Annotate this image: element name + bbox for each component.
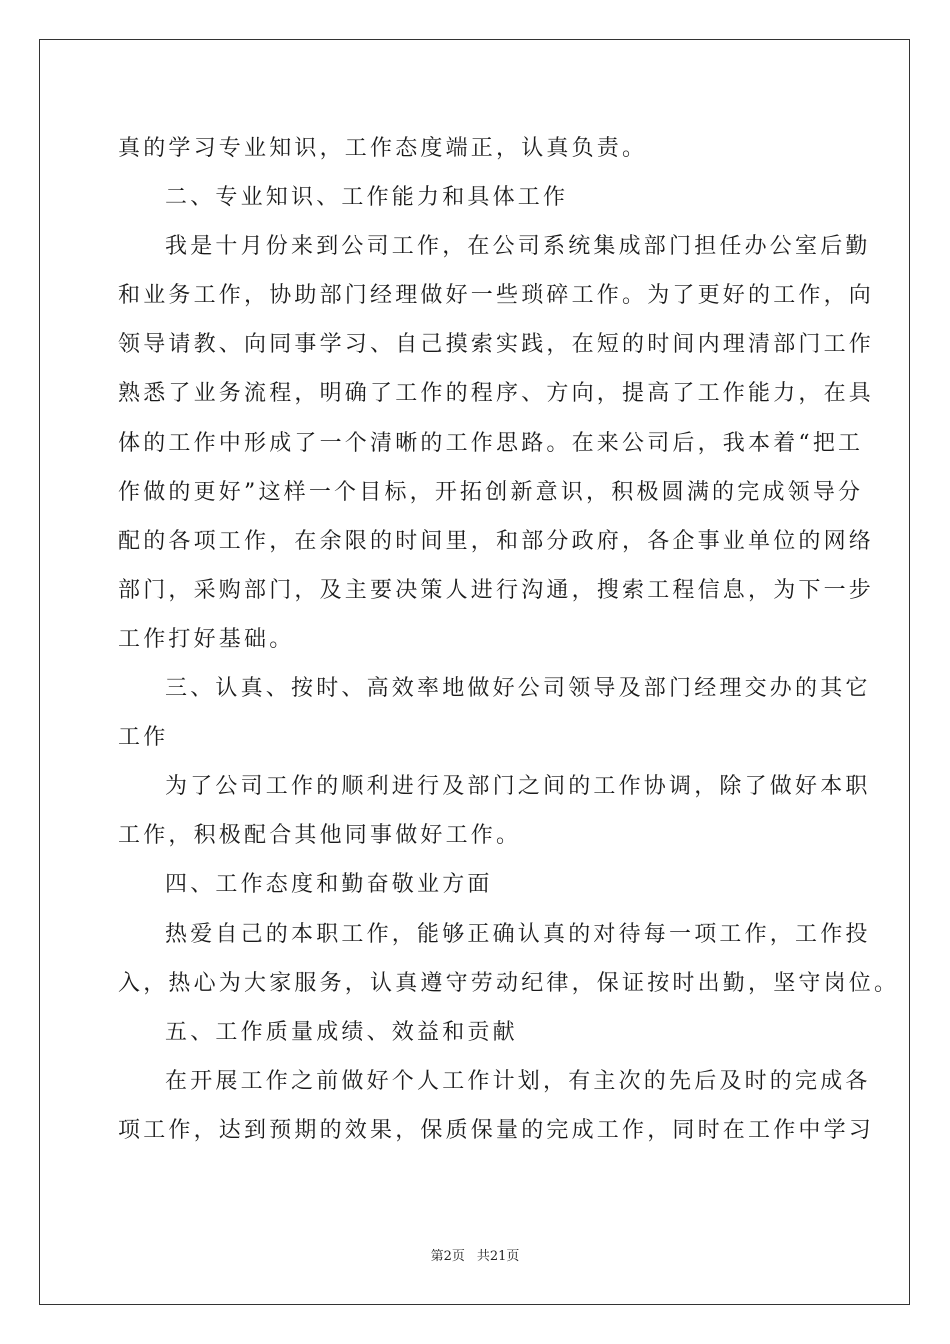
body-line: 为了公司工作的顺利进行及部门之间的工作协调，除了做好本职 [165, 774, 871, 800]
body-line: 入，热心为大家服务，认真遵守劳动纪律，保证按时出勤，坚守岗位。 [118, 970, 900, 996]
body-line: 项工作，达到预期的效果，保质保量的完成工作，同时在工作中学习 [118, 1117, 875, 1143]
body-line: 我是十月份来到公司工作，在公司系统集成部门担任办公室后勤 [165, 234, 871, 260]
body-line: 领导请教、向同事学习、自己摸索实践，在短的时间内理清部门工作 [118, 332, 875, 358]
body-line: 和业务工作，协助部门经理做好一些琐碎工作。为了更好的工作，向 [118, 283, 875, 309]
body-line: 热爱自己的本职工作，能够正确认真的对待每一项工作，工作投 [165, 921, 871, 947]
body-line: 二、专业知识、工作能力和具体工作 [165, 185, 569, 211]
body-line: 五、工作质量成绩、效益和贡献 [165, 1019, 518, 1045]
body-line: 四、工作态度和勤奋敬业方面 [165, 872, 493, 898]
body-line: 熟悉了业务流程，明确了工作的程序、方向，提高了工作能力，在具 [118, 381, 875, 407]
body-line: 真的学习专业知识，工作态度端正，认真负责。 [118, 136, 648, 161]
body-line: 作做的更好”这样一个目标，开拓创新意识，积极圆满的完成领导分 [118, 479, 864, 505]
page-total: 共21页 [476, 1249, 520, 1264]
page-footer [0, 1245, 950, 1264]
body-line: 三、认真、按时、高效率地做好公司领导及部门经理交办的其它 [165, 676, 871, 702]
document-body [118, 124, 900, 1155]
body-line: 工作打好基础。 [118, 626, 295, 652]
body-line: 工作，积极配合其他同事做好工作。 [118, 823, 522, 849]
body-line: 体的工作中形成了一个清晰的工作思路。在来公司后，我本着“把工 [118, 430, 864, 456]
body-line: 配的各项工作，在余限的时间里，和部分政府，各企事业单位的网络 [118, 528, 875, 554]
body-line: 在开展工作之前做好个人工作计划，有主次的先后及时的完成各 [165, 1068, 871, 1094]
page-number: 第2页 [430, 1249, 465, 1264]
body-line: 工作 [118, 725, 169, 751]
body-line: 部门，采购部门，及主要决策人进行沟通，搜索工程信息，为下一步 [118, 577, 875, 603]
